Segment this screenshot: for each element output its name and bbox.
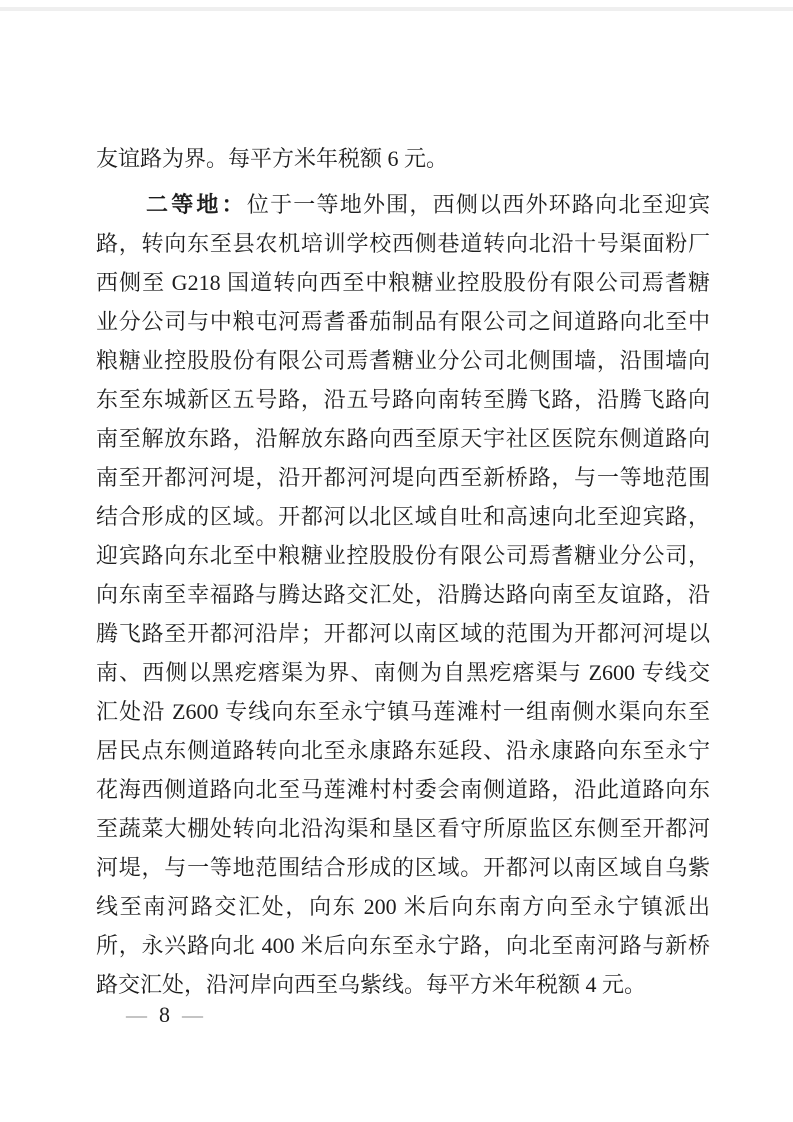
text-line: 南至解放东路，沿解放东路向西至原天宇社区医院东侧道路向 [96,426,710,451]
footer-dash-left: — [126,1003,147,1027]
text-line: 粮糖业控股股份有限公司焉耆糖业分公司北侧围墙，沿围墙向 [96,348,710,373]
text-line: 线至南河路交汇处，向东 200 米后向东南方向至永宁镇派出 [96,894,710,919]
paragraph-second-grade-land [96,185,710,1004]
text-line: 汇处沿 Z600 专线向东至永宁镇马莲滩村一组南侧水渠向东至 [96,699,710,724]
text-line: 河堤，与一等地范围结合形成的区域。开都河以南区域自乌紫 [96,855,710,880]
text-line: 东至东城新区五号路，沿五号路向南转至腾飞路，沿腾飞路向 [96,387,710,412]
text-line: 路，转向东至县农机培训学校西侧巷道转向北沿十号渠面粉厂 [96,231,710,256]
text-line: 腾飞路至开都河沿岸；开都河以南区域的范围为开都河河堤以 [96,621,710,646]
text-line: 居民点东侧道路转向北至永康路东延段、沿永康路向东至永宁 [96,738,710,763]
text-line: 所，永兴路向北 400 米后向东至永宁路，向北至南河路与新桥 [96,933,710,958]
footer-dash-right: — [182,1003,203,1027]
paragraph-continuation-line: 友谊路为界。每平方米年税额 6 元。 [96,146,449,171]
page-number: 8 [159,1002,170,1027]
text-line: 业分公司与中粮屯河焉耆番茄制品有限公司之间道路向北至中 [96,309,710,334]
page-footer [126,1000,203,1030]
grade-label: 二等地： [146,192,247,217]
scan-edge-artifact [0,7,793,11]
text-line: 二等地：位于一等地外围，西侧以西外环路向北至迎宾 [146,192,710,217]
text-line: 结合形成的区域。开都河以北区域自吐和高速向北至迎宾路， [96,504,710,529]
text-line: 向东南至幸福路与腾达路交汇处，沿腾达路向南至友谊路，沿 [96,582,710,607]
text-line: 至蔬菜大棚处转向北沿沟渠和垦区看守所原监区东侧至开都河 [96,816,710,841]
text-line: 南、西侧以黑疙瘩渠为界、南侧为自黑疙瘩渠与 Z600 专线交 [96,660,710,685]
document-body [96,139,710,1004]
text-line: 花海西侧道路向北至马莲滩村村委会南侧道路，沿此道路向东 [96,777,710,802]
text-line: 路交汇处，沿河岸向西至乌紫线。每平方米年税额 4 元。 [96,972,647,997]
text-line: 迎宾路向东北至中粮糖业控股股份有限公司焉耆糖业分公司， [96,543,710,568]
text-line: 西侧至 G218 国道转向西至中粮糖业控股股份有限公司焉耆糖 [96,270,710,295]
text-line: 南至开都河河堤，沿开都河河堤向西至新桥路，与一等地范围 [96,465,710,490]
